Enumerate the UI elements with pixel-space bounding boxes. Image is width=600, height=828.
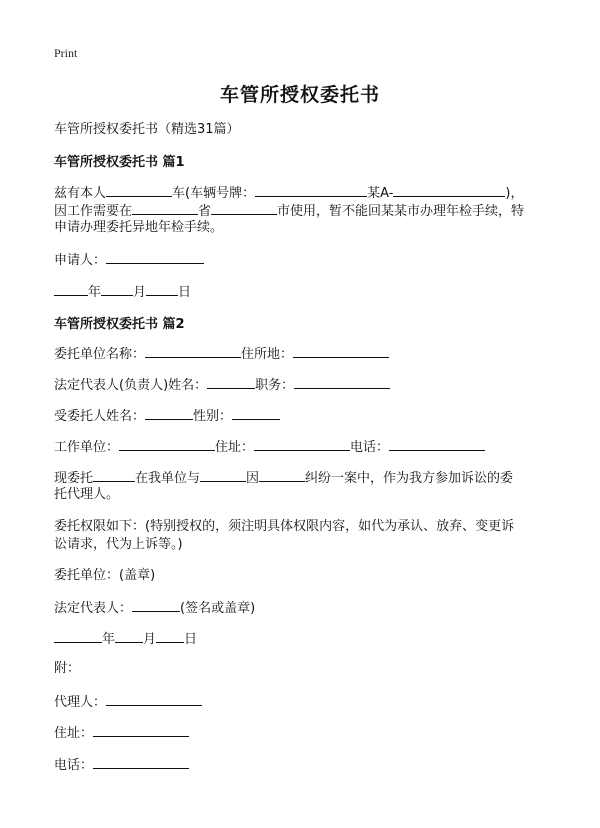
blank-field xyxy=(207,375,255,389)
text: )， xyxy=(505,186,524,201)
blank-field xyxy=(115,629,143,643)
sign-note: (签名或盖章) xyxy=(180,601,256,616)
blank-field xyxy=(145,344,241,358)
month-label: 月 xyxy=(133,285,147,300)
position-label: 职务： xyxy=(255,378,295,393)
print-link[interactable]: Print xyxy=(54,46,78,60)
day-label: 日 xyxy=(178,285,192,300)
text: 车(车辆号牌： xyxy=(172,186,256,201)
text: 因 xyxy=(246,471,260,486)
text: 市使用，暂不能回某某市办理年检手续，特 xyxy=(277,204,525,219)
blank-field xyxy=(211,201,277,215)
blank-field xyxy=(54,282,88,296)
agent-label: 代理人： xyxy=(54,695,107,710)
text: 省 xyxy=(198,204,212,219)
unit-name-line xyxy=(54,344,389,363)
blank-field xyxy=(389,437,485,451)
subtitle: 车管所授权委托书（精选31篇） xyxy=(54,122,240,137)
phone2-line xyxy=(54,755,189,774)
agent-line xyxy=(54,692,202,711)
year-label: 年 xyxy=(102,632,116,647)
entrust-line1 xyxy=(54,468,513,487)
address-label: 住所地： xyxy=(241,347,294,362)
blank-field xyxy=(254,437,350,451)
month-label: 月 xyxy=(143,632,157,647)
text: 兹有本人 xyxy=(54,186,107,201)
phone-label: 电话： xyxy=(350,440,390,455)
blank-field xyxy=(145,406,193,420)
blank-field xyxy=(200,468,246,482)
page-title: 车管所授权委托书 xyxy=(219,84,380,106)
blank-field xyxy=(232,406,280,420)
scope-line2: 讼请求，代为上诉等。) xyxy=(54,537,183,552)
text: 因工作需要在 xyxy=(54,204,133,219)
blank-field xyxy=(146,282,178,296)
section1-para-line2 xyxy=(54,201,524,220)
unit-seal-line: 委托单位：(盖章) xyxy=(54,568,156,583)
address-label: 住址： xyxy=(215,440,255,455)
blank-field xyxy=(259,468,305,482)
blank-field xyxy=(106,183,172,197)
addr3-line xyxy=(54,723,189,742)
legal-rep-label: 法定代表人(负责人)姓名： xyxy=(54,378,208,393)
blank-field xyxy=(101,282,133,296)
legal-sign-label: 法定代表人： xyxy=(54,601,133,616)
applicant-label: 申请人： xyxy=(54,253,107,268)
section1-para-line1 xyxy=(54,183,523,202)
text: 在我单位与 xyxy=(135,471,201,486)
legal-sign-line xyxy=(54,598,255,617)
address-label: 住址： xyxy=(54,726,94,741)
phone-label: 电话： xyxy=(54,758,94,773)
applicant-line xyxy=(54,250,204,269)
section2-heading: 车管所授权委托书 篇2 xyxy=(54,317,185,332)
day-label: 日 xyxy=(184,632,198,647)
attach-label: 附： xyxy=(54,661,81,676)
blank-field xyxy=(93,723,189,737)
work-unit-line xyxy=(54,437,485,456)
blank-field xyxy=(106,692,202,706)
entrust-line2: 托代理人。 xyxy=(54,487,120,502)
text: 现委托 xyxy=(54,471,94,486)
section1-heading: 车管所授权委托书 篇1 xyxy=(54,155,185,170)
scope-line1: 委托权限如下：(特别授权的，须注明具体权限内容，如代为承认、放弃、变更诉 xyxy=(54,519,515,534)
blank-field xyxy=(54,629,102,643)
legal-rep-line xyxy=(54,375,390,394)
blank-field xyxy=(119,437,215,451)
section1-para-line3: 申请办理委托异地年检手续。 xyxy=(54,220,224,235)
agent-name-line xyxy=(54,406,280,425)
blank-field xyxy=(393,183,505,197)
blank-field xyxy=(93,468,135,482)
agent-name-label: 受委托人姓名： xyxy=(54,409,146,424)
blank-field xyxy=(294,375,390,389)
date-line-2 xyxy=(54,629,197,648)
date-line-1 xyxy=(54,282,191,301)
blank-field xyxy=(293,344,389,358)
work-unit-label: 工作单位： xyxy=(54,440,120,455)
blank-field xyxy=(93,755,189,769)
blank-field xyxy=(106,250,204,264)
blank-field xyxy=(132,201,198,215)
blank-field xyxy=(255,183,367,197)
text: 纠纷一案中，作为我方参加诉讼的委 xyxy=(305,471,514,486)
blank-field xyxy=(132,598,180,612)
text: 某A- xyxy=(367,186,394,201)
blank-field xyxy=(156,629,184,643)
gender-label: 性别： xyxy=(193,409,233,424)
year-label: 年 xyxy=(88,285,102,300)
unit-name-label: 委托单位名称： xyxy=(54,347,146,362)
